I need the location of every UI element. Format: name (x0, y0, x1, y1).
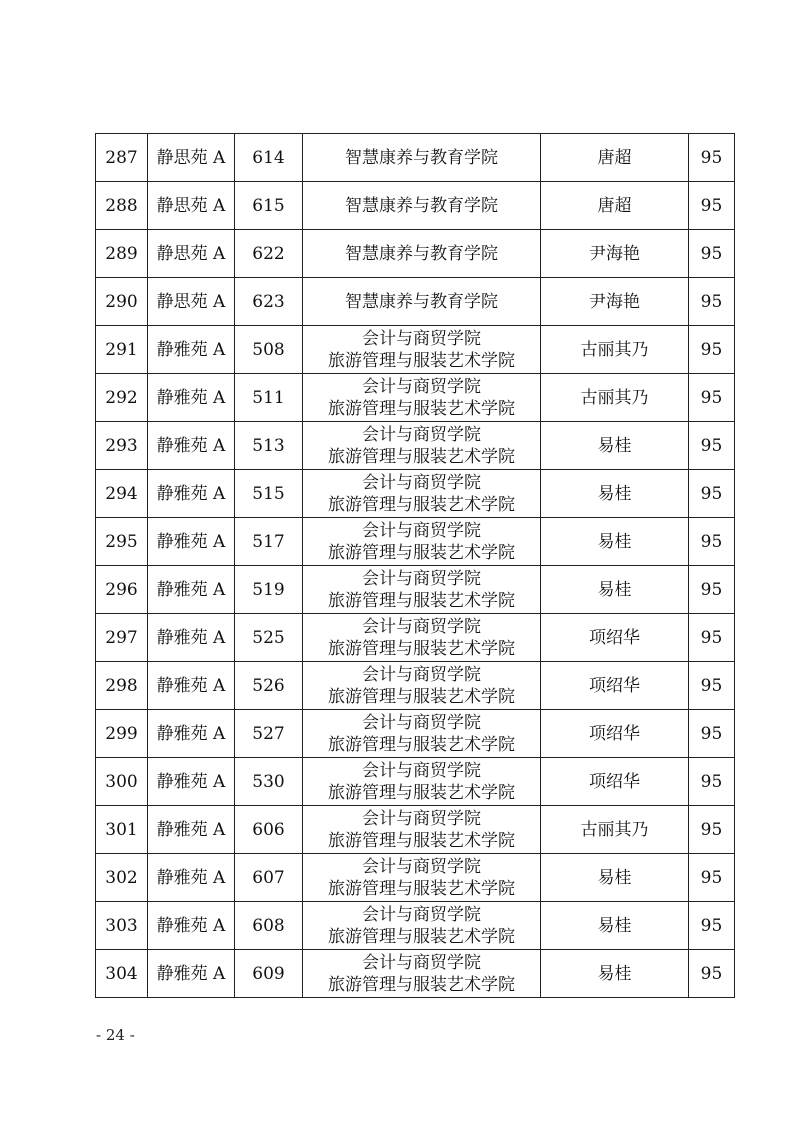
inspector-cell: 易桂 (541, 566, 689, 614)
inspector-cell: 尹海艳 (541, 230, 689, 278)
row-number-cell: 297 (96, 614, 148, 662)
row-number-cell: 289 (96, 230, 148, 278)
table-row (96, 806, 735, 854)
score-cell: 95 (689, 710, 735, 758)
table-row (96, 422, 735, 470)
college-name: 会计与商贸学院 (362, 472, 481, 493)
row-number-cell: 294 (96, 470, 148, 518)
table-row (96, 470, 735, 518)
building-cell: 静思苑 A (148, 134, 235, 182)
college-name: 会计与商贸学院 (362, 856, 481, 877)
college-cell (303, 374, 541, 422)
college-name: 旅游管理与服装艺术学院 (328, 830, 515, 851)
page-number: - 24 - (96, 1026, 135, 1044)
room-number-cell: 519 (235, 566, 303, 614)
room-number-cell: 526 (235, 662, 303, 710)
score-cell: 95 (689, 182, 735, 230)
score-cell: 95 (689, 278, 735, 326)
college-cell (303, 854, 541, 902)
college-cell (303, 230, 541, 278)
table-body (96, 134, 735, 998)
college-cell (303, 902, 541, 950)
building-cell: 静雅苑 A (148, 566, 235, 614)
table-row (96, 326, 735, 374)
college-name: 智慧康养与教育学院 (345, 147, 498, 168)
college-name: 会计与商贸学院 (362, 808, 481, 829)
score-cell: 95 (689, 662, 735, 710)
inspector-cell: 项绍华 (541, 710, 689, 758)
inspector-cell: 唐超 (541, 182, 689, 230)
room-number-cell: 517 (235, 518, 303, 566)
inspector-cell: 易桂 (541, 470, 689, 518)
inspector-cell: 项绍华 (541, 662, 689, 710)
room-number-cell: 614 (235, 134, 303, 182)
inspector-cell: 易桂 (541, 902, 689, 950)
table-row (96, 566, 735, 614)
college-name: 旅游管理与服装艺术学院 (328, 734, 515, 755)
building-cell: 静雅苑 A (148, 950, 235, 998)
row-number-cell: 290 (96, 278, 148, 326)
building-cell: 静雅苑 A (148, 614, 235, 662)
table-row (96, 230, 735, 278)
college-cell (303, 470, 541, 518)
row-number-cell: 299 (96, 710, 148, 758)
room-number-cell: 615 (235, 182, 303, 230)
score-cell: 95 (689, 422, 735, 470)
row-number-cell: 300 (96, 758, 148, 806)
score-cell: 95 (689, 470, 735, 518)
room-number-cell: 622 (235, 230, 303, 278)
room-number-cell: 525 (235, 614, 303, 662)
college-name: 旅游管理与服装艺术学院 (328, 446, 515, 467)
row-number-cell: 288 (96, 182, 148, 230)
college-cell (303, 806, 541, 854)
college-name: 会计与商贸学院 (362, 760, 481, 781)
score-cell: 95 (689, 854, 735, 902)
college-cell (303, 134, 541, 182)
building-cell: 静雅苑 A (148, 470, 235, 518)
score-cell: 95 (689, 518, 735, 566)
score-cell: 95 (689, 374, 735, 422)
room-number-cell: 511 (235, 374, 303, 422)
room-number-cell: 513 (235, 422, 303, 470)
college-cell (303, 518, 541, 566)
college-cell (303, 422, 541, 470)
row-number-cell: 304 (96, 950, 148, 998)
score-cell: 95 (689, 806, 735, 854)
college-name: 旅游管理与服装艺术学院 (328, 782, 515, 803)
room-number-cell: 608 (235, 902, 303, 950)
inspector-cell: 易桂 (541, 422, 689, 470)
row-number-cell: 303 (96, 902, 148, 950)
college-name: 会计与商贸学院 (362, 376, 481, 397)
table-row (96, 374, 735, 422)
row-number-cell: 292 (96, 374, 148, 422)
building-cell: 静雅苑 A (148, 854, 235, 902)
table-row (96, 134, 735, 182)
building-cell: 静雅苑 A (148, 518, 235, 566)
college-name: 旅游管理与服装艺术学院 (328, 686, 515, 707)
inspector-cell: 项绍华 (541, 758, 689, 806)
table-row (96, 710, 735, 758)
building-cell: 静思苑 A (148, 182, 235, 230)
college-name: 智慧康养与教育学院 (345, 195, 498, 216)
inspector-cell: 古丽其乃 (541, 806, 689, 854)
room-number-cell: 623 (235, 278, 303, 326)
row-number-cell: 301 (96, 806, 148, 854)
row-number-cell: 293 (96, 422, 148, 470)
score-cell: 95 (689, 758, 735, 806)
college-name: 会计与商贸学院 (362, 952, 481, 973)
college-cell (303, 758, 541, 806)
row-number-cell: 296 (96, 566, 148, 614)
college-name: 智慧康养与教育学院 (345, 291, 498, 312)
college-name: 旅游管理与服装艺术学院 (328, 350, 515, 371)
room-number-cell: 527 (235, 710, 303, 758)
row-number-cell: 291 (96, 326, 148, 374)
college-name: 旅游管理与服装艺术学院 (328, 494, 515, 515)
college-cell (303, 662, 541, 710)
table-row (96, 662, 735, 710)
college-name: 智慧康养与教育学院 (345, 243, 498, 264)
college-cell (303, 566, 541, 614)
table-row (96, 854, 735, 902)
college-name: 会计与商贸学院 (362, 616, 481, 637)
room-number-cell: 607 (235, 854, 303, 902)
college-name: 会计与商贸学院 (362, 904, 481, 925)
college-name: 会计与商贸学院 (362, 664, 481, 685)
building-cell: 静思苑 A (148, 278, 235, 326)
table-row (96, 614, 735, 662)
college-name: 旅游管理与服装艺术学院 (328, 590, 515, 611)
score-cell: 95 (689, 614, 735, 662)
college-cell (303, 182, 541, 230)
row-number-cell: 298 (96, 662, 148, 710)
building-cell: 静思苑 A (148, 230, 235, 278)
inspector-cell: 项绍华 (541, 614, 689, 662)
building-cell: 静雅苑 A (148, 902, 235, 950)
college-name: 旅游管理与服装艺术学院 (328, 926, 515, 947)
table-row (96, 950, 735, 998)
college-name: 会计与商贸学院 (362, 520, 481, 541)
score-cell: 95 (689, 326, 735, 374)
score-cell: 95 (689, 134, 735, 182)
college-cell (303, 710, 541, 758)
college-name: 会计与商贸学院 (362, 568, 481, 589)
college-name: 旅游管理与服装艺术学院 (328, 974, 515, 995)
building-cell: 静雅苑 A (148, 710, 235, 758)
score-cell: 95 (689, 230, 735, 278)
inspector-cell: 尹海艳 (541, 278, 689, 326)
inspector-cell: 易桂 (541, 950, 689, 998)
score-cell: 95 (689, 950, 735, 998)
score-cell: 95 (689, 902, 735, 950)
room-number-cell: 530 (235, 758, 303, 806)
college-name: 旅游管理与服装艺术学院 (328, 878, 515, 899)
college-name: 会计与商贸学院 (362, 328, 481, 349)
college-cell (303, 614, 541, 662)
row-number-cell: 287 (96, 134, 148, 182)
college-name: 会计与商贸学院 (362, 424, 481, 445)
building-cell: 静雅苑 A (148, 326, 235, 374)
inspector-cell: 唐超 (541, 134, 689, 182)
room-number-cell: 609 (235, 950, 303, 998)
college-cell (303, 278, 541, 326)
building-cell: 静雅苑 A (148, 662, 235, 710)
dormitory-score-table (95, 133, 735, 998)
inspector-cell: 古丽其乃 (541, 326, 689, 374)
table-row (96, 902, 735, 950)
building-cell: 静雅苑 A (148, 758, 235, 806)
room-number-cell: 508 (235, 326, 303, 374)
row-number-cell: 302 (96, 854, 148, 902)
inspector-cell: 易桂 (541, 854, 689, 902)
building-cell: 静雅苑 A (148, 806, 235, 854)
college-name: 会计与商贸学院 (362, 712, 481, 733)
table-row (96, 518, 735, 566)
inspector-cell: 易桂 (541, 518, 689, 566)
college-cell (303, 326, 541, 374)
college-cell (303, 950, 541, 998)
college-name: 旅游管理与服装艺术学院 (328, 638, 515, 659)
row-number-cell: 295 (96, 518, 148, 566)
college-name: 旅游管理与服装艺术学院 (328, 398, 515, 419)
room-number-cell: 515 (235, 470, 303, 518)
table-row (96, 182, 735, 230)
table-row (96, 758, 735, 806)
room-number-cell: 606 (235, 806, 303, 854)
building-cell: 静雅苑 A (148, 374, 235, 422)
building-cell: 静雅苑 A (148, 422, 235, 470)
score-cell: 95 (689, 566, 735, 614)
table-row (96, 278, 735, 326)
inspector-cell: 古丽其乃 (541, 374, 689, 422)
college-name: 旅游管理与服装艺术学院 (328, 542, 515, 563)
